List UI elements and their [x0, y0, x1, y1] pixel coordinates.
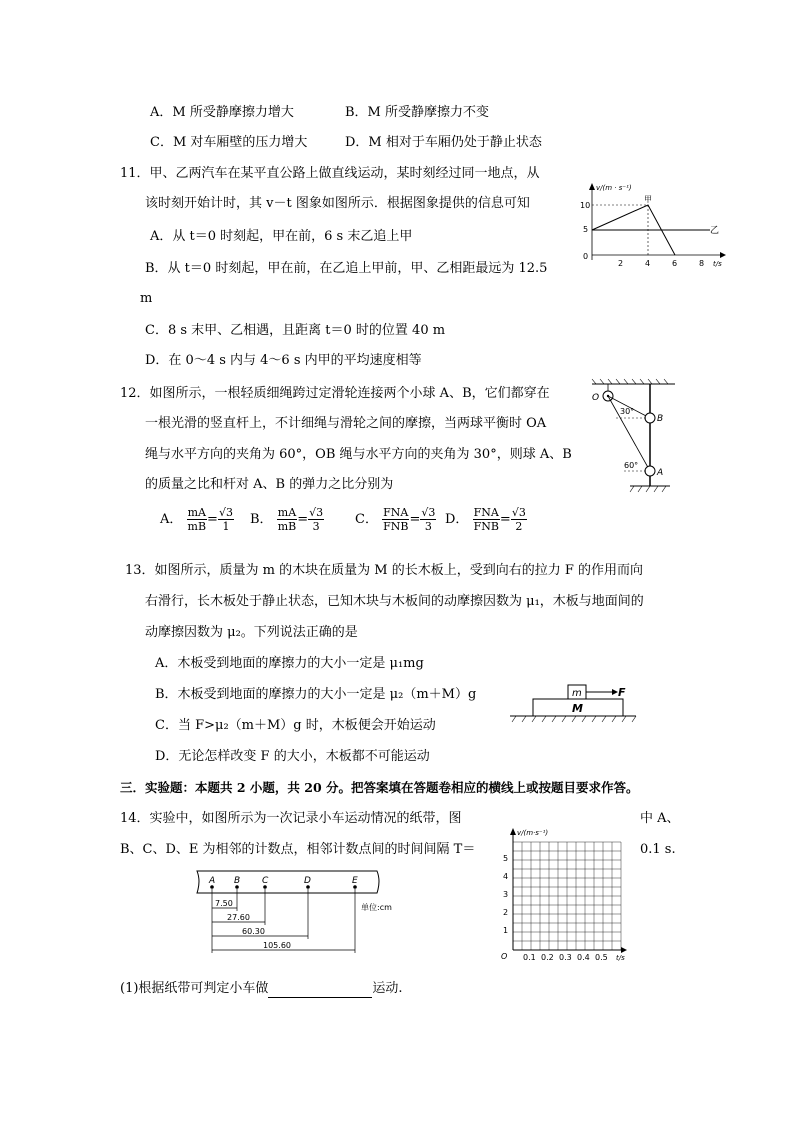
- q12-d-lhs: $\frac{\text{FNA}}{\text{FNB}}$: [473, 506, 499, 533]
- q14-tape-c: C: [262, 876, 269, 886]
- q11-stem-line2: 该时刻开始计时，其 v－t 图象如图所示．根据图象提供的信息可知: [145, 196, 530, 211]
- q11-stem-line1: 11．甲、乙两汽车在某平直公路上做直线运动，某时刻经过同一地点，从: [120, 166, 540, 181]
- q14-grid-x3: 0.3: [559, 953, 572, 962]
- q12-b-lhs: $\frac{mA}{mB}$: [277, 506, 297, 533]
- q12-c-rhs: $\frac{√3}{3}$: [421, 506, 436, 533]
- q13-fig-f: F: [618, 686, 626, 699]
- q14-grid-x4: 0.4: [577, 953, 590, 962]
- q14-grid-ylabel: v/(m·s⁻¹): [517, 829, 549, 837]
- q14-grid-origin: O: [501, 952, 508, 961]
- q14-tape-a: A: [209, 876, 216, 886]
- q12-option-d: D． $\frac{\text{FNA}}{\text{FNB}}$ = $\frac{√3}{2}$: [445, 506, 526, 533]
- q10-option-b: B．M 所受静摩擦力不变: [345, 105, 489, 120]
- q10-option-c: C．M 对车厢壁的压力增大: [150, 135, 308, 150]
- q12-a-rhs: $\frac{√3}{1}$: [218, 506, 233, 533]
- q13-fig-m: m: [572, 688, 582, 699]
- q14-tape-e: E: [352, 876, 358, 886]
- q12-b-label: B．: [250, 512, 273, 527]
- q14-grid-y1: 1: [503, 926, 509, 935]
- q12-d-rhs: $\frac{√3}{2}$: [511, 506, 526, 533]
- q12-fig-angle60: 60°: [624, 461, 639, 470]
- q14-grid-x1: 0.1: [523, 953, 536, 962]
- q12-stem-line4: 的质量之比和杆对 A、B 的弹力之比分别为: [145, 477, 394, 492]
- q11-graph-x4: 4: [645, 259, 651, 268]
- q14-sub1-answer-blank[interactable]: [268, 983, 372, 998]
- q14-stem-line2b: 0.1 s.: [640, 842, 676, 857]
- q11-graph-x6: 6: [672, 259, 678, 268]
- q12-fig-b: B: [657, 414, 664, 424]
- q13-option-d: D．无论怎样改变 F 的大小，木板都不可能运动: [155, 749, 430, 764]
- q11-vt-graph: [580, 180, 730, 270]
- q13-option-c: C．当 F>μ₂（m＋M）g 时，木板便会开始运动: [155, 718, 436, 733]
- q12-option-a: A． $\frac{mA}{mB}$ = $\frac{√3}{1}$: [160, 506, 233, 533]
- q14-grid-x5: 0.5: [595, 953, 608, 962]
- q14-grid-y2: 2: [503, 908, 509, 917]
- q10-option-a: A．M 所受静摩擦力增大: [150, 105, 294, 120]
- q13-fig-bigm: M: [572, 702, 583, 715]
- q14-paper-tape: [195, 867, 392, 959]
- q14-tape-d2: 27.60: [227, 913, 250, 922]
- q11-graph-y10: 10: [580, 201, 591, 210]
- q14-grid-x2: 0.2: [541, 953, 554, 962]
- q11-option-b-cont: m: [140, 291, 153, 306]
- q13-stem-line2: 右滑行，长木板处于静止状态，已知木块与木板间的动摩擦因数为 μ₁，木板与地面间的: [145, 594, 644, 609]
- q14-tape-d4: 105.60: [263, 941, 291, 950]
- q11-graph-yi: 乙: [710, 226, 720, 236]
- q11-option-a: A．从 t＝0 时刻起，甲在前，6 s 末乙追上甲: [150, 229, 413, 244]
- q11-graph-y5: 5: [583, 225, 589, 234]
- q10-option-d: D．M 相对于车厢仍处于静止状态: [345, 135, 542, 150]
- q12-option-b: B． $\frac{mA}{mB}$ = $\frac{√3}{3}$: [250, 506, 324, 533]
- q14-stem-line2a: B、C、D、E 为相邻的计数点，相邻计数点间的时间间隔 T＝: [120, 842, 476, 857]
- q11-graph-x2: 2: [618, 259, 624, 268]
- q14-sub1-prefix: (1)根据纸带可判定小车做: [120, 981, 269, 996]
- q11-graph-ylabel: v/(m · s⁻¹): [596, 184, 632, 192]
- q11-option-d: D．在 0～4 s 内与 4～6 s 内甲的平均速度相等: [145, 353, 422, 368]
- q13-block-figure: [508, 680, 638, 725]
- q13-stem-line3: 动摩擦因数为 μ₂。下列说法正确的是: [145, 625, 358, 640]
- section3-heading: 三．实验题：本题共 2 小题，共 20 分。把答案填在答题卷相应的横线上或按题目要求作答。: [120, 780, 639, 795]
- q14-stem-line1a: 14．实验中，如图所示为一次记录小车运动情况的纸带，图: [120, 811, 462, 826]
- q14-tape-unit: 单位:cm: [361, 903, 392, 912]
- q12-fig-angle30: 30°: [620, 407, 635, 416]
- q12-stem-line3: 绳与水平方向的夹角为 60°，OB 绳与水平方向的夹角为 30°，则球 A、B: [145, 447, 572, 462]
- q12-d-label: D．: [445, 512, 469, 527]
- q14-tape-d1: 7.50: [215, 899, 233, 908]
- q12-option-c: C． $\frac{\text{FNA}}{\text{FNB}}$ = $\frac{√3}{3}$: [355, 506, 436, 533]
- q14-grid-y5: 5: [503, 854, 509, 863]
- q13-stem-line1: 13．如图所示，质量为 m 的木块在质量为 M 的长木板上，受到向右的拉力 F 的作用而向: [125, 563, 643, 578]
- q14-sub1: [120, 980, 403, 998]
- q14-vt-grid: [495, 826, 635, 966]
- q14-grid-y3: 3: [503, 890, 509, 899]
- q12-c-label: C．: [355, 512, 378, 527]
- q14-grid-xlabel: t/s: [616, 954, 625, 962]
- q12-stem-line2: 一根光滑的竖直杆上，不计细绳与滑轮之间的摩擦，当两球平衡时 OA: [145, 416, 547, 431]
- q12-fig-a: A: [657, 468, 664, 478]
- q12-b-rhs: $\frac{√3}{3}$: [309, 506, 324, 533]
- q11-option-b: B．从 t＝0 时刻起，甲在前，在乙追上甲前，甲、乙相距最远为 12.5: [145, 261, 548, 276]
- q12-a-lhs: $\frac{mA}{mB}$: [187, 506, 207, 533]
- q11-graph-x8: 8: [699, 259, 705, 268]
- q13-option-b: B．木板受到地面的摩擦力的大小一定是 μ₂（m＋M）g: [155, 687, 477, 702]
- q11-option-c: C．8 s 末甲、乙相遇，且距离 t＝0 时的位置 40 m: [145, 323, 446, 338]
- q14-tape-b: B: [234, 876, 241, 886]
- q13-option-a: A．木板受到地面的摩擦力的大小一定是 μ₁mg: [155, 656, 424, 671]
- q14-tape-d3: 60.30: [242, 927, 265, 936]
- q11-graph-xlabel: t/s: [713, 260, 722, 268]
- q11-graph-jia: 甲: [644, 195, 652, 204]
- q12-stem-line1: 12．如图所示，一根轻质细绳跨过定滑轮连接两个小球 A、B，它们都穿在: [120, 386, 550, 401]
- q11-graph-x0: 0: [583, 252, 589, 261]
- q14-grid-y4: 4: [503, 872, 509, 881]
- q12-pulley-figure: [590, 378, 680, 498]
- q12-c-lhs: $\frac{\text{FNA}}{\text{FNB}}$: [383, 506, 409, 533]
- q12-fig-o: O: [592, 393, 600, 403]
- q14-tape-d: D: [304, 876, 311, 886]
- q12-a-label: A．: [160, 512, 183, 527]
- q14-sub1-suffix: 运动.: [372, 981, 403, 996]
- q14-stem-line1b: 中 A、: [640, 811, 680, 826]
